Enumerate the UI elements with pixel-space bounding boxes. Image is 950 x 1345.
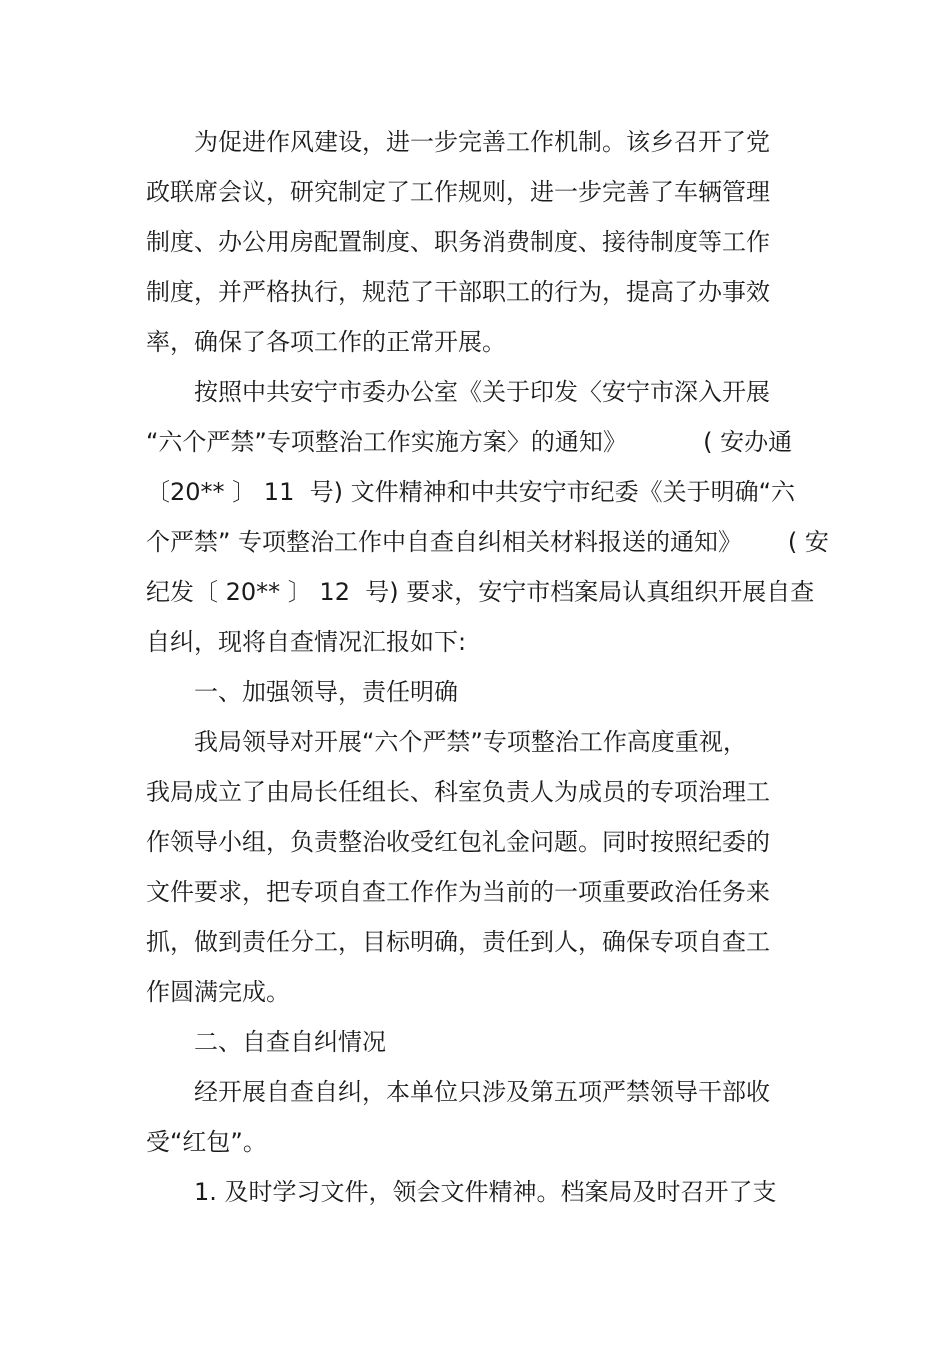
text-line-3: 制度、办公用房配置制度、职务消费制度、接待制度等工作 — [146, 228, 770, 256]
text-line-22: 1. 及时学习文件，领会文件精神。档案局及时召开了支 — [194, 1178, 777, 1206]
text-line-20: 经开展自查自纠，本单位只涉及第五项严禁领导干部收 — [194, 1078, 770, 1106]
text-line-8: 〔20** 〕 11 号) 文件精神和中共安宁市纪委《关于明确“六 — [146, 478, 796, 506]
text-line-6: 按照中共安宁市委办公室《关于印发〈安宁市深入开展 — [194, 378, 770, 406]
text-line-17: 抓，做到责任分工，目标明确，责任到人，确保专项自查工 — [146, 928, 770, 956]
text-line-1: 为促进作风建设，进一步完善工作机制。该乡召开了党 — [194, 128, 770, 156]
text-line-14: 我局成立了由局长任组长、科室负责人为成员的专项治理工 — [146, 778, 770, 806]
text-line-13: 我局领导对开展“六个严禁”专项整治工作高度重视， — [194, 728, 747, 756]
text-line-5: 率，确保了各项工作的正常开展。 — [146, 328, 506, 356]
section-heading-1: 一、加强领导，责任明确 — [194, 678, 458, 706]
text-line-21: 受“红包”。 — [146, 1128, 267, 1156]
text-line-10: 纪发〔 20** 〕 12 号) 要求，安宁市档案局认真组织开展自查 — [146, 578, 815, 606]
section-heading-2: 二、自查自纠情况 — [194, 1028, 386, 1056]
text-line-15: 作领导小组，负责整治收受红包礼金问题。同时按照纪委的 — [146, 828, 770, 856]
text-line-11: 自纠，现将自查情况汇报如下: — [146, 628, 467, 656]
text-line-7: “六个严禁”专项整治工作实施方案〉的通知》 ( 安办通 — [146, 428, 793, 456]
text-line-4: 制度，并严格执行，规范了干部职工的行为，提高了办事效 — [146, 278, 770, 306]
text-line-9: 个严禁” 专项整治工作中自查自纠相关材料报送的通知》 ( 安 — [146, 528, 829, 556]
text-line-18: 作圆满完成。 — [146, 978, 290, 1006]
text-line-16: 文件要求，把专项自查工作作为当前的一项重要政治任务来 — [146, 878, 770, 906]
text-line-2: 政联席会议，研究制定了工作规则，进一步完善了车辆管理 — [146, 178, 770, 206]
